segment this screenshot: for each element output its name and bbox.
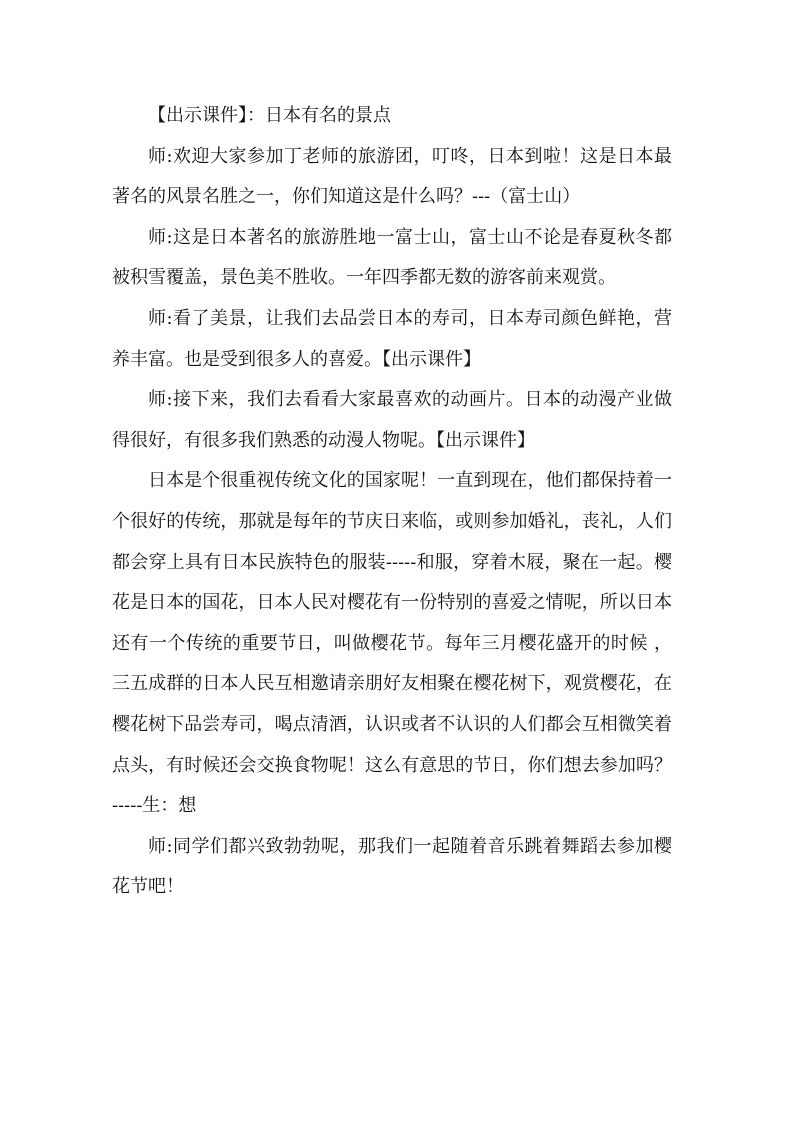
paragraph-welcome: 师:欢迎大家参加丁老师的旅游团，叮咚，日本到啦！这是日本最著名的风景名胜之一，你们知道这是什么吗？---（富士山） xyxy=(112,145,672,208)
paragraph-mount-fuji: 师:这是日本著名的旅游胜地一富士山，富士山不论是春夏秋冬都被积雪覆盖，景色美不胜收。一年四季都无数的游客前来观赏。 xyxy=(112,226,672,289)
paragraph-closing: 师:同学们都兴致勃勃呢，那我们一起随着音乐跳着舞蹈去参加樱花节吧！ xyxy=(112,835,672,898)
document-body xyxy=(112,96,672,908)
paragraph-courseware-heading: 【出示课件】：日本有名的景点 xyxy=(148,105,391,126)
paragraph-traditions: 日本是个很重视传统文化的国家呢！一直到现在，他们都保持着一个很好的传统，那就是每年的节庆日来临，或则参加婚礼，丧礼，人们都会穿上具有日本民族特色的服装-----和服，穿着木屐，聚在一起。樱花是日本的国花，日本人民对樱花有一份特别的喜爱之情呢，所以日本还有一个传统的重要节日，叫做樱花节。每年三月樱花盛开的时候 ，三五成群的日本人民互相邀请亲朋好友相聚在樱花树下，观赏樱花，在樱花树下品尝寿司，喝点清酒，认识或者不认识的人们都会互相微笑着点头，有时候还会交换食物呢！这么有意思的节日，你们想去参加吗？-----生：想 xyxy=(112,470,672,817)
paragraph-sushi: 师:看了美景，让我们去品尝日本的寿司，日本寿司颜色鲜艳，营养丰富。也是受到很多人的喜爱。【出示课件】 xyxy=(112,307,672,370)
paragraph-anime: 师:接下来，我们去看看大家最喜欢的动画片。日本的动漫产业做得很好，有很多我们熟悉的动漫人物呢。【出示课件】 xyxy=(112,389,672,451)
